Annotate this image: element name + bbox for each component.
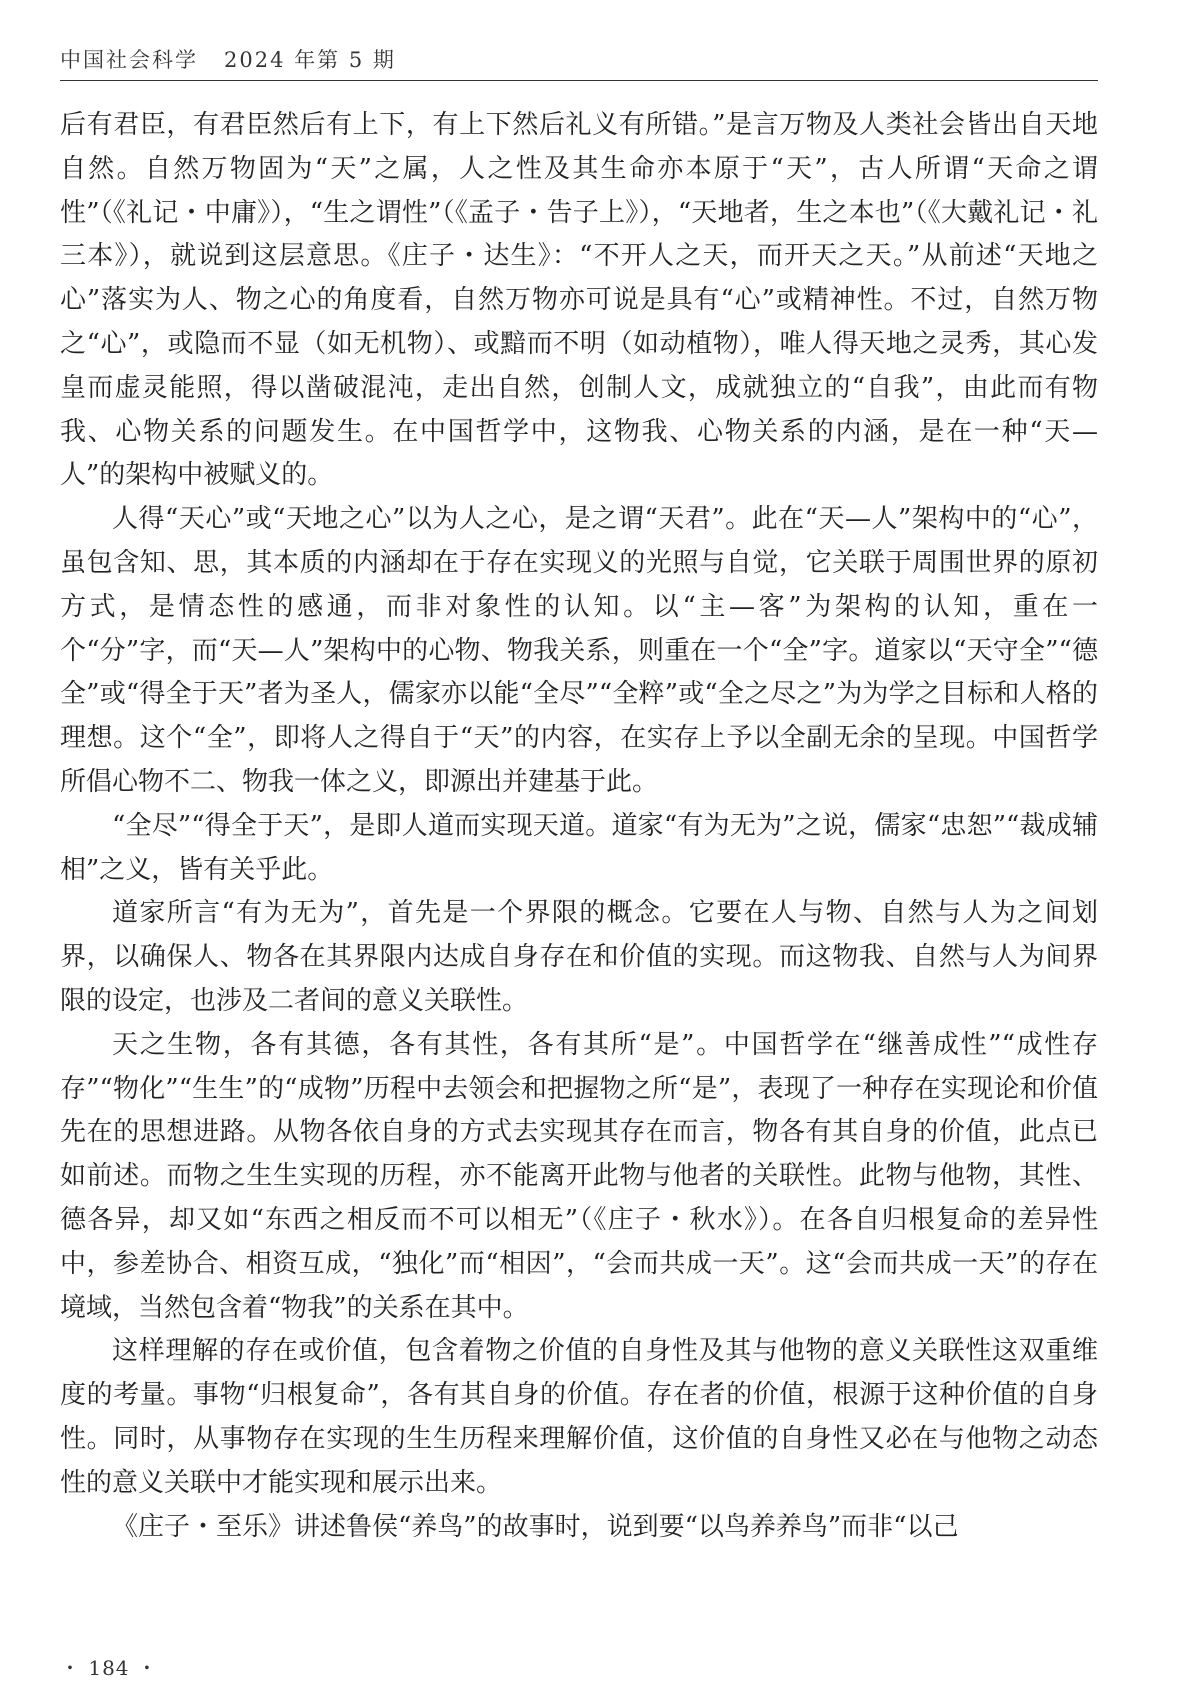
article-body — [60, 104, 1098, 1549]
journal-title: 中国社会科学 — [60, 48, 198, 72]
header-divider — [60, 80, 1098, 81]
issue-label: 2024 年第 5 期 — [224, 48, 396, 72]
running-header — [60, 44, 1098, 74]
paragraph: 道家所言“有为无为”，首先是一个界限的概念。它要在人与物、自然与人为之间划界，以确保人、物各在其界限内达成自身存在和价值的实现。而这物我、自然与人为间界限的设定，也涉及二者间的意义关联性。 — [60, 898, 1098, 1016]
paragraph: 后有君臣，有君臣然后有上下，有上下然后礼义有所错。”是言万物及人类社会皆出自天地自然。自然万物固为“天”之属，人之性及其生命亦本原于“天”，古人所谓“天命之谓性”（《礼记・中庸》），“生之谓性”（《孟子・告子上》），“天地者，生之本也”（《大戴礼记・礼三本》），就说到这层意思。《庄子・达生》：“不开人之天，而开天之天。”从前述“天地之心”落实为人、物之心的角度看，自然万物亦可说是具有“心”或精神性。不过，自然万物之“心”，或隐而不显（如无机物）、或黯而不明（如动植物），唯人得天地之灵秀，其心发皇而虚灵能照，得以凿破混沌，走出自然，创制人文，成就独立的“自我”，由此而有物我、心物关系的问题发生。在中国哲学中，这物我、心物关系的内涵，是在一种“天—人”的架构中被赋义的。 — [60, 110, 1098, 491]
paragraph: 这样理解的存在或价值，包含着物之价值的自身性及其与他物的意义关联性这双重维度的考量。事物“归根复命”，各有其自身的价值。存在者的价值，根源于这种价值的自身性。同时，从事物存在实现的生生历程来理解价值，这价值的自身性又必在与他物之动态性的意义关联中才能实现和展示出来。 — [60, 1336, 1098, 1498]
paragraph: 人得“天心”或“天地之心”以为人之心，是之谓“天君”。此在“天—人”架构中的“心”，虽包含知、思，其本质的内涵却在于存在实现义的光照与自觉，它关联于周围世界的原初方式，是情态性的感通，而非对象性的认知。以“主—客”为架构的认知，重在一个“分”字，而“天—人”架构中的心物、物我关系，则重在一个“全”字。道家以“天守全”“德全”或“得全于天”者为圣人，儒家亦以能“全尽”“全粹”或“全之尽之”为为学之目标和人格的理想。这个“全”，即将人之得自于“天”的内容，在实存上予以全副无余的呈现。中国哲学所倡心物不二、物我一体之义，即源出并建基于此。 — [60, 504, 1098, 797]
paragraph: 《庄子・至乐》讲述鲁侯“养鸟”的故事时，说到要“以鸟养养鸟”而非“以己 — [112, 1511, 959, 1542]
page-number: ・ 184 ・ — [60, 1656, 158, 1680]
paragraph: “全尽”“得全于天”，是即人道而实现天道。道家“有为无为”之说，儒家“忠恕”“裁成辅相”之义，皆有关乎此。 — [60, 810, 1098, 885]
paragraph: 天之生物，各有其德，各有其性，各有其所“是”。中国哲学在“继善成性”“成性存存”“物化”“生生”的“成物”历程中去领会和把握物之所“是”，表现了一种存在实现论和价值先在的思想进路。从物各依自身的方式去实现其存在而言，物各有其自身的价值，此点已如前述。而物之生生实现的历程，亦不能离开此物与他者的关联性。此物与他物，其性、德各异，却又如“东西之相反而不可以相无”（《庄子・秋水》）。在各自归根复命的差异性中，参差协合、相资互成，“独化”而“相因”，“会而共成一天”。这“会而共成一天”的存在境域，当然包含着“物我”的关系在其中。 — [60, 1029, 1098, 1323]
